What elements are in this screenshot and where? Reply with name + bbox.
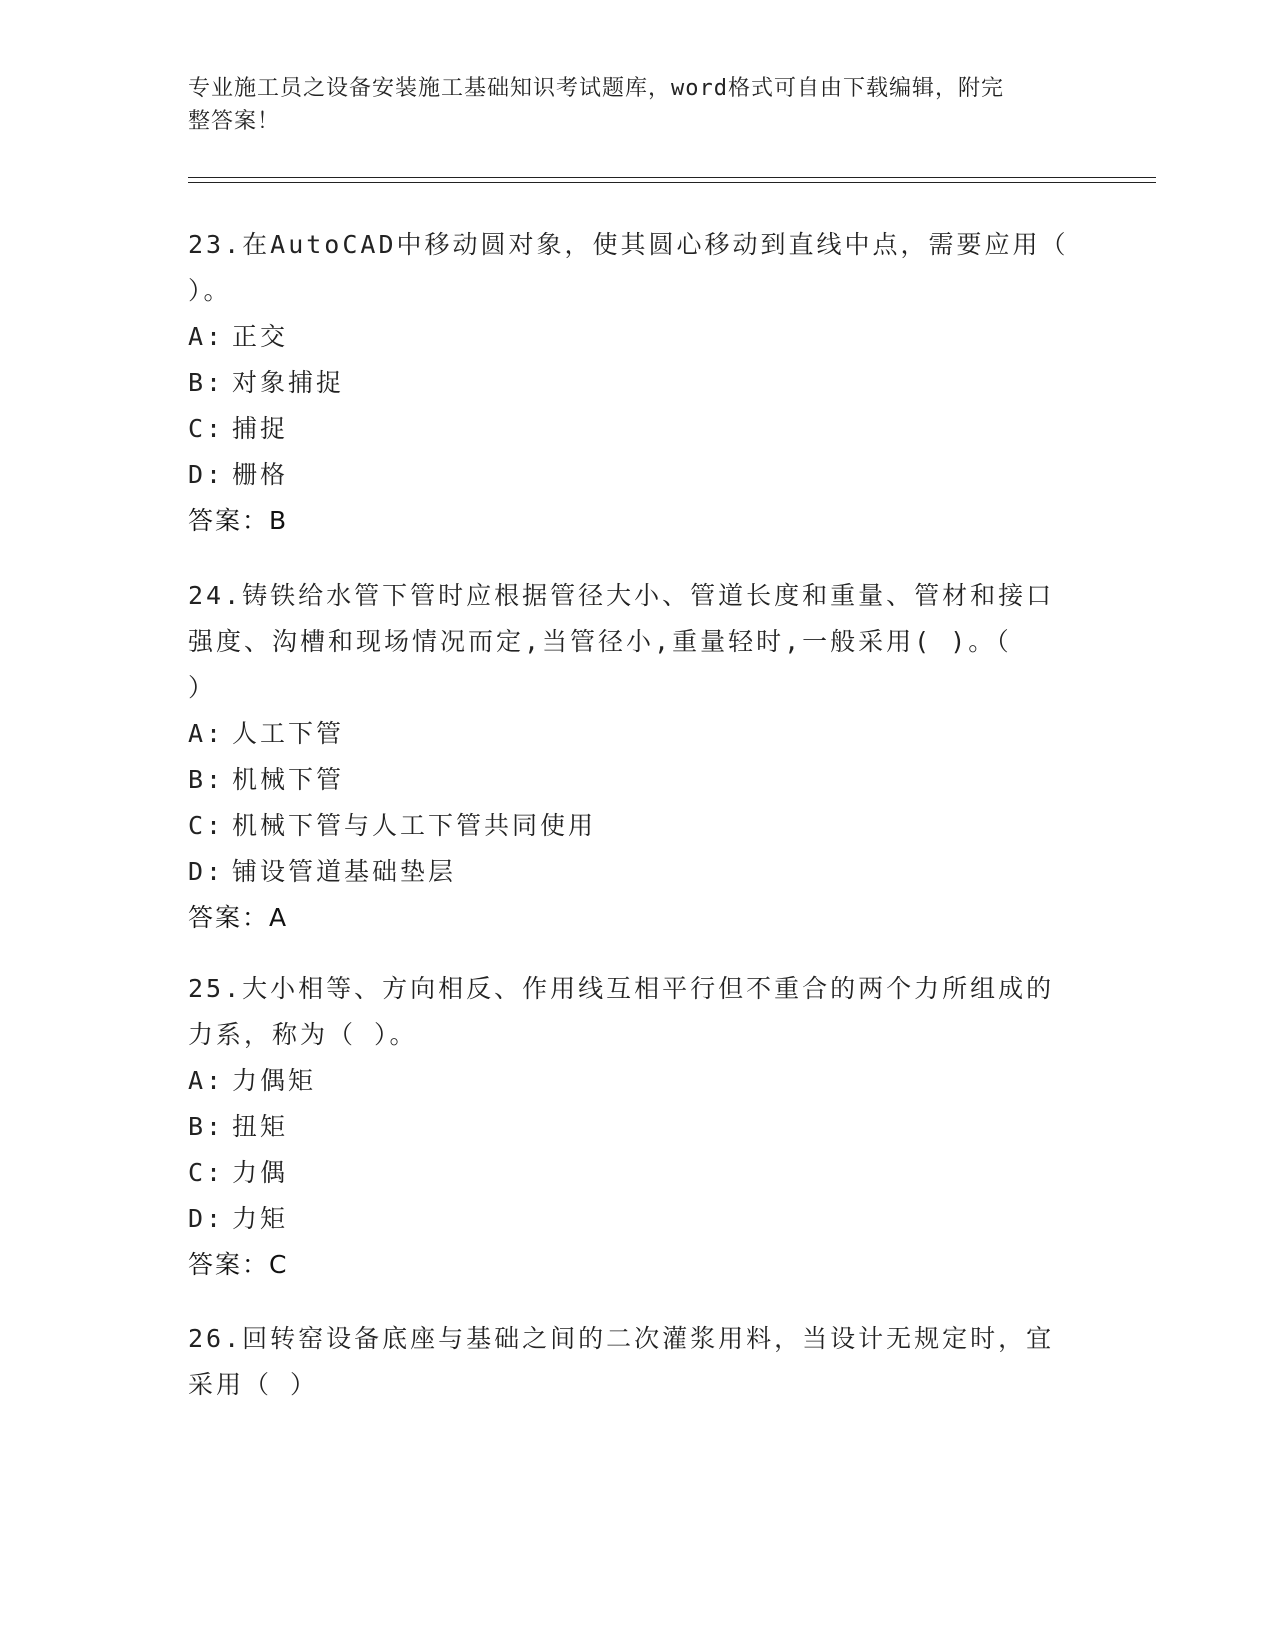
option-letter: B: xyxy=(188,368,225,397)
option-d xyxy=(188,452,1088,498)
option-letter: C: xyxy=(188,1158,225,1187)
answer-line: 答案：A xyxy=(188,903,289,932)
option-letter: A: xyxy=(188,719,225,748)
option-c xyxy=(188,1150,1088,1196)
question-text-line: 采用（ ） xyxy=(188,1370,319,1399)
option-letter: C: xyxy=(188,414,225,443)
option-a xyxy=(188,711,1088,757)
answer-line: 答案：C xyxy=(188,1250,289,1279)
document-header xyxy=(188,72,1088,138)
option-text: 栅格 xyxy=(232,460,289,489)
option-text: 正交 xyxy=(232,322,289,351)
question-text-line: 23.在AutoCAD中移动圆对象，使其圆心移动到直线中点，需要应用（ xyxy=(188,230,1069,259)
question-23 xyxy=(188,222,1088,544)
option-text: 人工下管 xyxy=(232,719,345,748)
option-text: 力偶 xyxy=(232,1158,289,1187)
option-d xyxy=(188,1196,1088,1242)
option-text: 铺设管道基础垫层 xyxy=(232,857,457,886)
question-text-line: 力系，称为（ ）。 xyxy=(188,1020,418,1049)
option-text: 力偶矩 xyxy=(232,1066,317,1095)
question-text-line: 25.大小相等、方向相反、作用线互相平行但不重合的两个力所组成的 xyxy=(188,974,1055,1003)
option-letter: C: xyxy=(188,811,225,840)
header-line-1: 专业施工员之设备安装施工基础知识考试题库，word格式可自由下载编辑，附完 xyxy=(188,76,1004,101)
question-24 xyxy=(188,573,1088,941)
question-text-line: ）。 xyxy=(188,276,232,305)
option-b xyxy=(188,1104,1088,1150)
option-text: 力矩 xyxy=(232,1204,289,1233)
option-b xyxy=(188,360,1088,406)
header-divider-top xyxy=(188,177,1156,178)
option-letter: A: xyxy=(188,322,225,351)
answer-line: 答案：B xyxy=(188,506,289,535)
option-letter: D: xyxy=(188,1204,225,1233)
option-text: 机械下管与人工下管共同使用 xyxy=(232,811,597,840)
option-text: 扭矩 xyxy=(232,1112,289,1141)
question-text-line: 强度、沟槽和现场情况而定,当管径小,重量轻时,一般采用( )。（ xyxy=(188,627,1012,656)
option-letter: A: xyxy=(188,1066,225,1095)
option-text: 机械下管 xyxy=(232,765,345,794)
header-line-2: 整答案！ xyxy=(188,109,281,134)
option-text: 对象捕捉 xyxy=(232,368,345,397)
header-divider-bottom xyxy=(188,182,1156,183)
option-d xyxy=(188,849,1088,895)
option-letter: B: xyxy=(188,1112,225,1141)
option-a xyxy=(188,1058,1088,1104)
question-text-line: ） xyxy=(188,673,217,702)
option-text: 捕捉 xyxy=(232,414,289,443)
question-25 xyxy=(188,966,1088,1288)
option-letter: B: xyxy=(188,765,225,794)
option-b xyxy=(188,757,1088,803)
option-c xyxy=(188,803,1088,849)
option-a xyxy=(188,314,1088,360)
question-text-line: 26.回转窑设备底座与基础之间的二次灌浆用料，当设计无规定时，宜 xyxy=(188,1324,1055,1353)
option-letter: D: xyxy=(188,857,225,886)
question-26 xyxy=(188,1316,1088,1408)
option-c xyxy=(188,406,1088,452)
option-letter: D: xyxy=(188,460,225,489)
question-text-line: 24.铸铁给水管下管时应根据管径大小、管道长度和重量、管材和接口 xyxy=(188,581,1055,610)
